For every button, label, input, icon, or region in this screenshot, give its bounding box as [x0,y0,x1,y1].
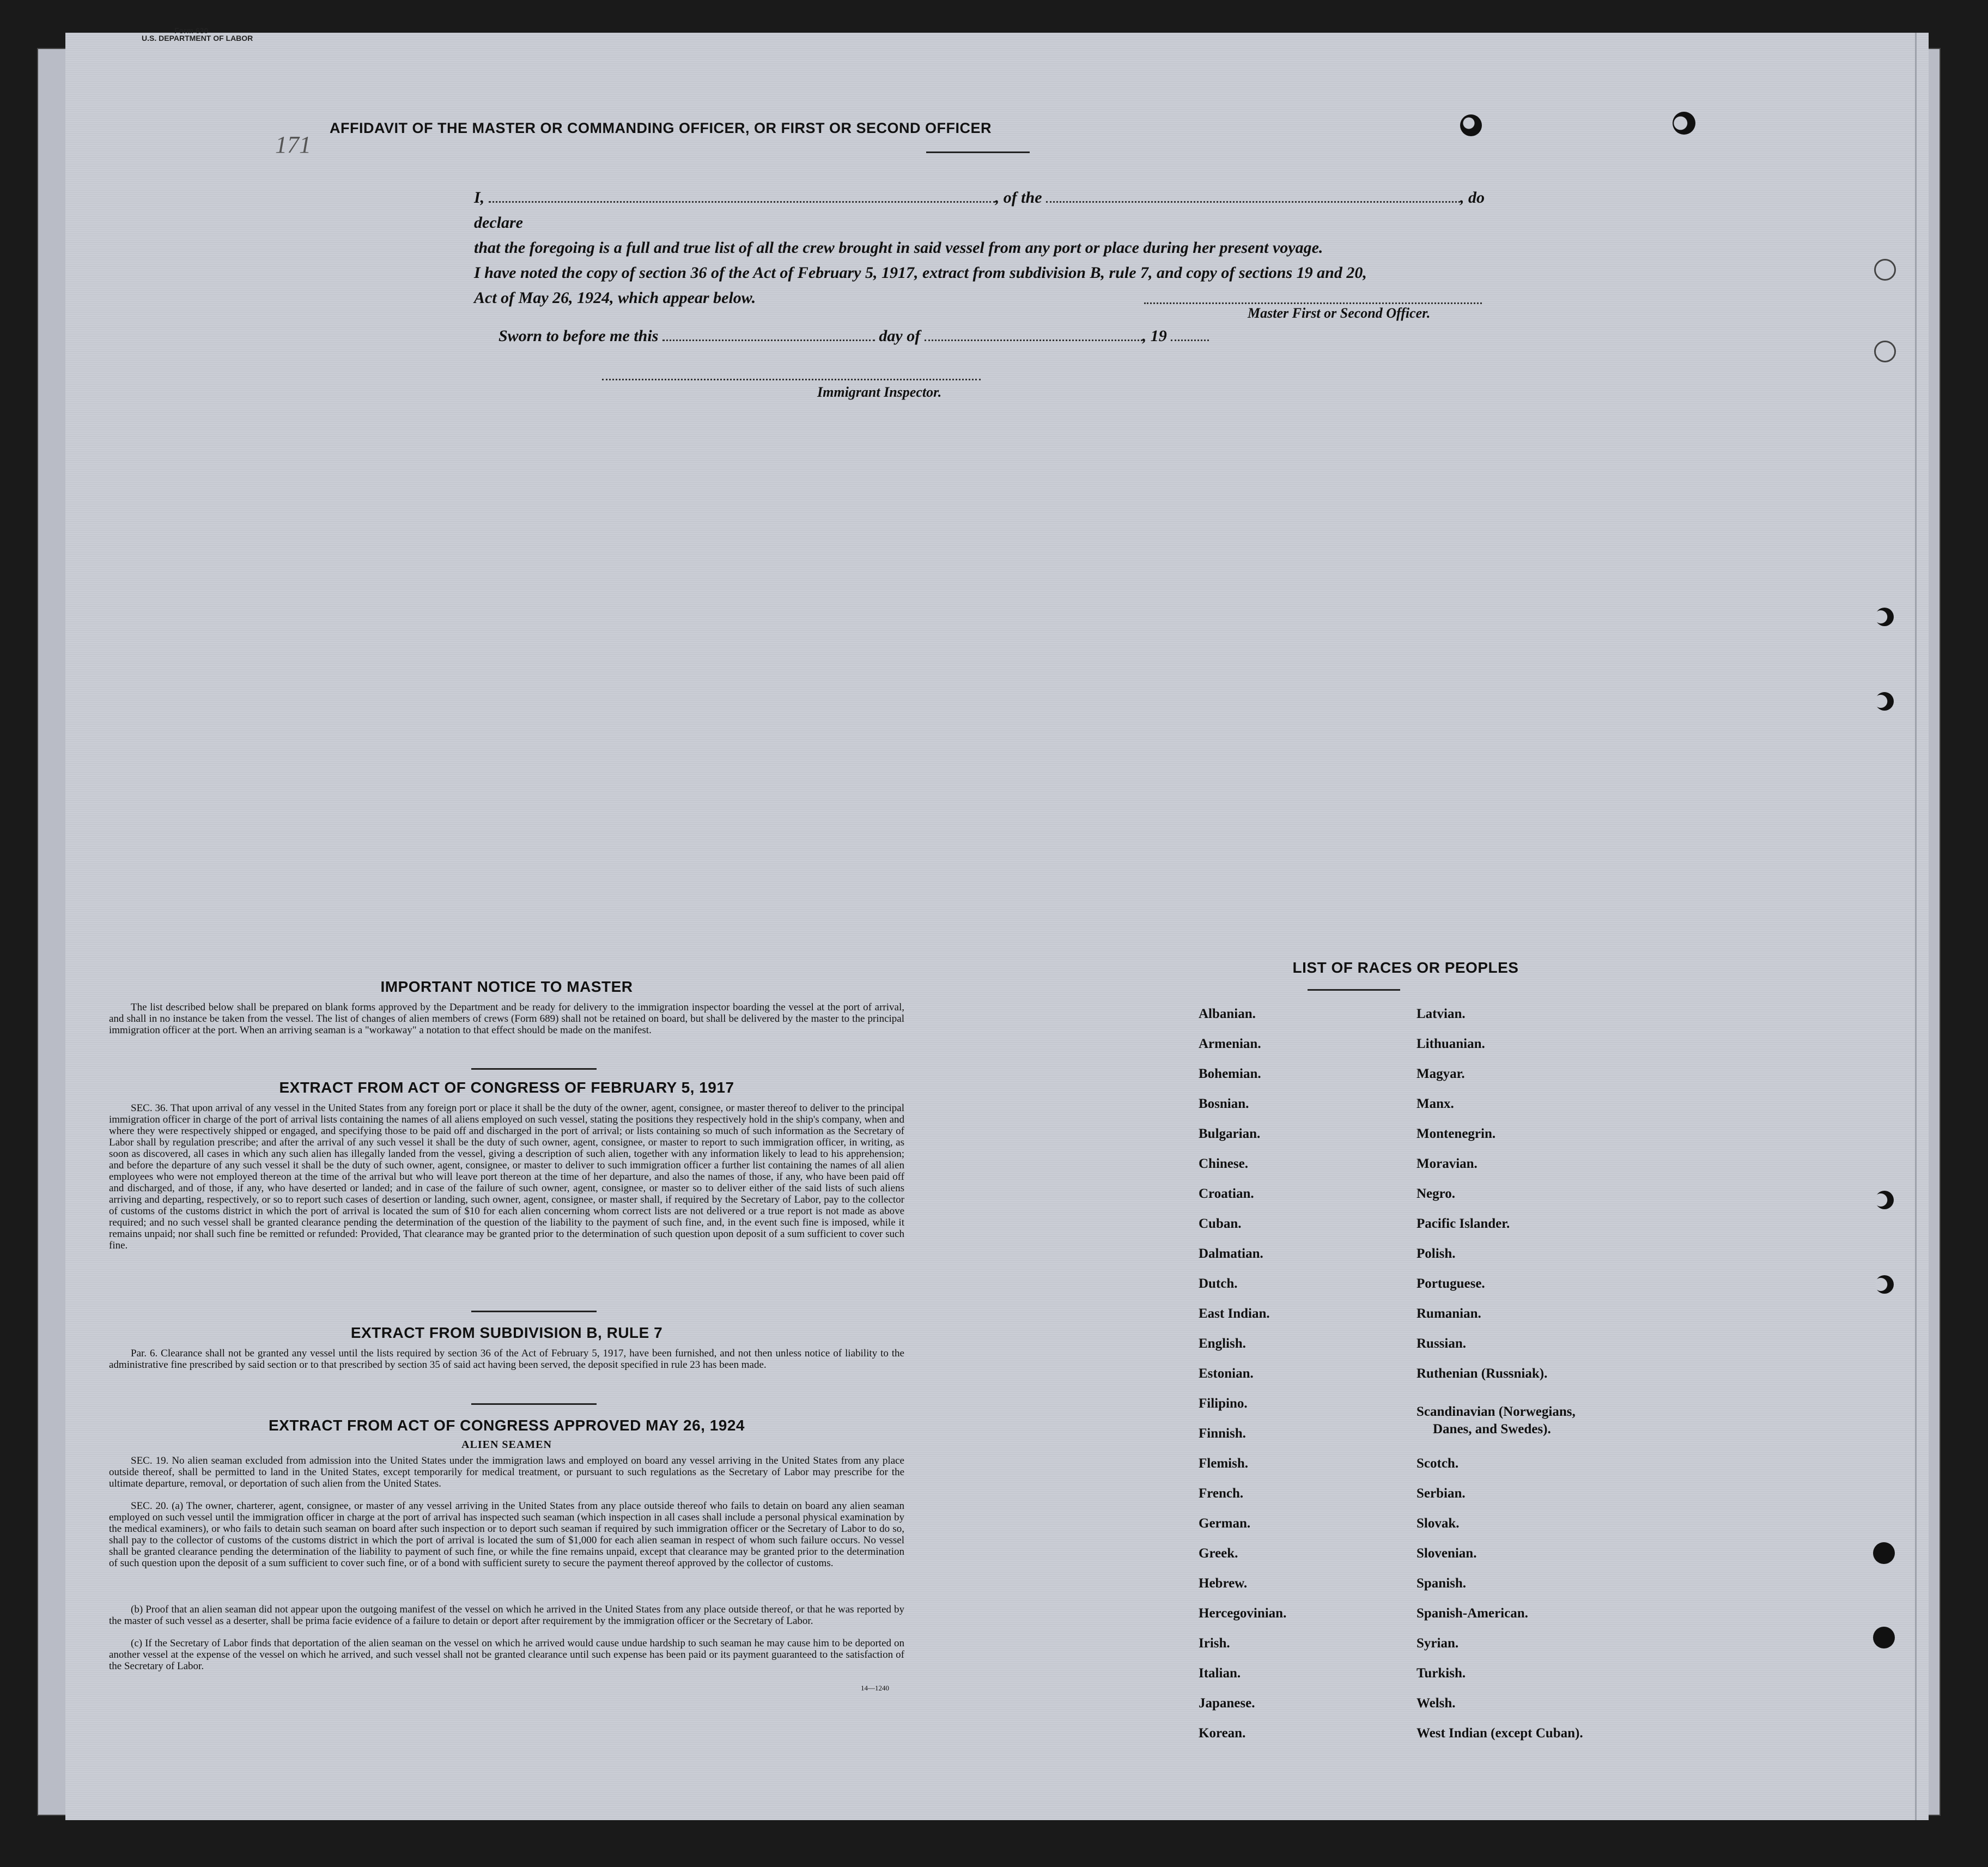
binder-hole [1875,692,1894,711]
extract-1917-title: EXTRACT FROM ACT OF CONGRESS OF FEBRUARY 5, 1917 [279,1079,734,1096]
race-item: Bohemian. [1199,1066,1261,1081]
sworn-year-field[interactable] [1171,340,1209,341]
race-item: Estonian. [1199,1366,1254,1381]
section-rule [471,1403,597,1405]
race-item: Chinese. [1199,1156,1248,1171]
race-item: Croatian. [1199,1186,1254,1201]
extract-1924-title: EXTRACT FROM ACT OF CONGRESS APPROVED MAY 26, 1924 [269,1417,745,1434]
race-item: Flemish. [1199,1456,1248,1471]
race-item: Irish. [1199,1636,1230,1651]
race-item: Dutch. [1199,1276,1238,1291]
sworn-month-field[interactable] [925,340,1142,341]
affidavit-title: AFFIDAVIT OF THE MASTER OR COMMANDING OFFICER, OR FIRST OR SECOND OFFICER [330,120,992,136]
races-title: LIST OF RACES OR PEOPLES [1292,959,1519,976]
sec-20a-text: SEC. 20. (a) The owner, charterer, agent, consignee, or master of any vessel arriving in the United States from any place outside thereof who fails to detain on board any alien seaman employed on such vessel until the immigration officer in charge at the port of arrival has inspected such seaman (which inspection in all cases shall include a personal physical examination by the medical examiners), or who fails to detain such seaman on board after such inspection or to deport such seaman if required by such immigration officer or the Secretary of Labor to do so, shall pay to the collector of customs of the customs district in which the port of arrival is located the sum of $1,000 for each alien seaman in respect of whom such failure occurs. No vessel shall be granted clearance pending the determination of the liability to payment of such fine, or while the fine remains unpaid, except that clearance may be granted prior to the determination of such question upon the deposit of a sum sufficient to cover such fine, or of a bond with sufficient surety to secure the payment thereof approved by the collector of customs. [109,1500,904,1569]
race-item: Korean. [1199,1726,1246,1741]
race-item: Manx. [1416,1096,1454,1111]
race-item: Negro. [1416,1186,1456,1201]
inspector-signature-line[interactable] [602,379,981,380]
race-item: Spanish-American. [1416,1606,1528,1621]
notice-text: The list described below shall be prepared on blank forms approved by the Department and be ready for delivery to the immigration inspector boarding the vessel at the port of arrival, and shall in no instance be taken from the vessel. The list of changes of alien members of crews (Form 689) shall not be retained on board, but shall be delivered by the master to the principal immigration officer at the port. When an arriving seaman is a "workaway" a notation to that effect should be made on the manifest. [109,1002,904,1036]
race-item: Bosnian. [1199,1096,1249,1111]
binder-hole [1875,1191,1894,1209]
race-item: Scandinavian (Norwegians, [1416,1404,1576,1419]
race-item: Turkish. [1416,1666,1466,1681]
race-item: Serbian. [1416,1486,1466,1501]
form-number: Form 630 [174,26,209,35]
race-item: Moravian. [1416,1156,1478,1171]
race-item: French. [1199,1486,1244,1501]
affidavit-line-2: that the foregoing is a full and true list of all the crew brought in said vessel from any port or place during her present voyage. [474,239,1323,257]
punch-mark [1673,112,1695,135]
race-item: Ruthenian (Russniak). [1416,1366,1548,1381]
race-item: Cuban. [1199,1216,1242,1231]
affidavit-body [474,185,1531,311]
print-code: 14—1240 [861,1684,889,1692]
race-item: Bulgarian. [1199,1126,1261,1141]
extract-1917-text: SEC. 36. That upon arrival of any vessel in the United States from any foreign port or place it shall be the duty of the owner, agent, consignee, or master thereof to deliver to the principal immigration officer in charge of the port of arrival lists containing the names of all aliens employed on such vessel, stating the positions they respectively hold in the ship's company, when and where they were respectively shipped or engaged, and specifying those to be paid off and discharged in the port of arrival; or lists containing so much of such information as the Secretary of Labor shall by regulation prescribe; and after the arrival of any such vessel it shall be the duty of such owner, agent, consignee, or master to report to such immigration officer, in writing, as soon as discovered, all cases in which any such alien has illegally landed from the vessel, giving a description of such alien, together with any information likely to lead to his apprehension; and before the departure of any such vessel it shall be the duty of such owner, agent, consignee, or master to deliver to such immigration officer a further list containing the names of all alien employees who were not employed thereon at the time of the arrival but who will leave port thereon at the time of her departure, and also the names of those, if any, who have been paid off and discharged, and of those, if any, who have deserted or landed; and in case of the failure of such owner, agent, consignee, or master so to deliver either of the said lists of such aliens arriving and departing, respectively, or so to report such cases of desertion or landing, such owner, agent, consignee, or master shall, if required by the Secretary of Labor, pay to the collector of customs of the customs district in which the port of arrival is located the sum of $10 for each alien concerning whom correct lists are not delivered or a true report is not made as above required; and no such vessel shall be granted clearance pending the determination of the question of the liability to the payment of such fine, and, in the event such fine is imposed, while it remains unpaid; nor shall such fine be remitted or refunded: Provided, That clearance may be granted prior to the determination of such question upon deposit of a sum sufficient to cover such fine. [109,1102,904,1251]
race-item: West Indian (except Cuban). [1416,1726,1583,1741]
race-item: Latvian. [1416,1007,1466,1021]
vessel-field[interactable] [1046,201,1460,203]
inspector-caption: Immigrant Inspector. [817,384,942,400]
race-item: Portuguese. [1416,1276,1485,1291]
affidavit-line-4: Act of May 26, 1924, which appear below. [474,289,756,307]
binder-hole [1875,608,1894,626]
race-item: Armenian. [1199,1036,1261,1051]
binder-hole [1875,1275,1894,1294]
race-item: Hebrew. [1199,1576,1248,1591]
race-item: Dalmatian. [1199,1246,1263,1261]
race-item: Japanese. [1199,1696,1255,1711]
affidavit-line-3: I have noted the copy of section 36 of the Act of February 5, 1917, extract from subdivision B, rule 7, and copy of sections 19 and 20, [474,264,1367,282]
sworn-day-field[interactable] [662,340,875,341]
name-field[interactable] [489,201,995,203]
page-edge-shadow [1915,33,1917,1820]
binder-hole [1873,1627,1895,1648]
race-item: Rumanian. [1416,1306,1481,1321]
race-item: Greek. [1199,1546,1238,1561]
race-item: Polish. [1416,1246,1456,1261]
race-item: Hercegovinian. [1199,1606,1287,1621]
handwritten-mark: 171 [275,131,311,158]
section-rule [471,1311,597,1312]
race-item: Welsh. [1416,1696,1456,1711]
race-item: Pacific Islander. [1416,1216,1510,1231]
rule-7-title: EXTRACT FROM SUBDIVISION B, RULE 7 [350,1324,663,1341]
race-item: East Indian. [1199,1306,1270,1321]
sec-20b-text: (b) Proof that an alien seaman did not appear upon the outgoing manifest of the vessel on which he arrived in the United States from any place outside thereof, or that he was reported by the master of such vessel as a deserter, shall be prima facie evidence of a failure to detain or deport after requirement by the immigration officer or the Secretary of Labor. [109,1604,904,1627]
sec-19-text: SEC. 19. No alien seaman excluded from admission into the United States under the immigration laws and employed on board any vessel arriving in the United States from any place outside thereof, shall be permitted to land in the United States, except temporarily for medical treatment, or pursuant to such regulations as the Secretary of Labor may prescribe for the ultimate departure, removal, or deportation of such alien from the United States. [109,1455,904,1489]
race-item: Finnish. [1199,1426,1246,1441]
department-label: U.S. DEPARTMENT OF LABOR [142,34,253,43]
binder-hole [1873,1542,1895,1564]
race-item-continued: Danes, and Swedes). [1433,1422,1551,1436]
race-item: Spanish. [1416,1576,1467,1591]
binder-hole [1874,259,1896,281]
race-item: Syrian. [1416,1636,1459,1651]
title-rule [926,151,1030,153]
sec-20c-text: (c) If the Secretary of Labor finds that deportation of the alien seaman on the vessel on which he arrived would cause undue hardship to such seaman he may cause him to be deported on another vessel at the expense of the vessel on which he arrived, and such vessel shall not be granted clearance until such expense has been paid or its payment guaranteed to the satisfaction of the Secretary of Labor. [109,1638,904,1672]
document-page [65,26,1929,1820]
race-item: Italian. [1199,1666,1241,1681]
section-rule [471,1068,597,1070]
race-item: Russian. [1416,1336,1467,1351]
master-signature-line[interactable] [1144,302,1482,304]
race-item: Slovenian. [1416,1546,1477,1561]
race-item: Magyar. [1416,1066,1465,1081]
race-item: Montenegrin. [1416,1126,1496,1141]
sworn-line: Sworn to before me this day of , 19 [498,327,1209,345]
punch-mark [1460,114,1482,136]
race-item: Slovak. [1416,1516,1460,1531]
race-item: German. [1199,1516,1251,1531]
race-item: Lithuanian. [1416,1036,1485,1051]
binder-hole [1874,341,1896,362]
race-item: Albanian. [1199,1007,1256,1021]
race-item: English. [1199,1336,1246,1351]
race-item: Filipino. [1199,1396,1248,1411]
alien-seamen-subtitle: ALIEN SEAMEN [461,1439,552,1451]
races-title-rule [1308,989,1400,991]
notice-title: IMPORTANT NOTICE TO MASTER [380,978,633,995]
race-item: Scotch. [1416,1456,1459,1471]
affidavit-line-1: I, , of the , do declare [474,189,1485,232]
rule-7-text: Par. 6. Clearance shall not be granted any vessel until the lists required by section 36 of the Act of February 5, 1917, have been furnished, and not then unless notice of liability to the administrative fine prescribed by said section or to that prescribed by section 35 of said act having been served, the deposit specified in rule 23 has been made. [109,1348,904,1371]
master-caption: Master First or Second Officer. [1248,305,1431,321]
